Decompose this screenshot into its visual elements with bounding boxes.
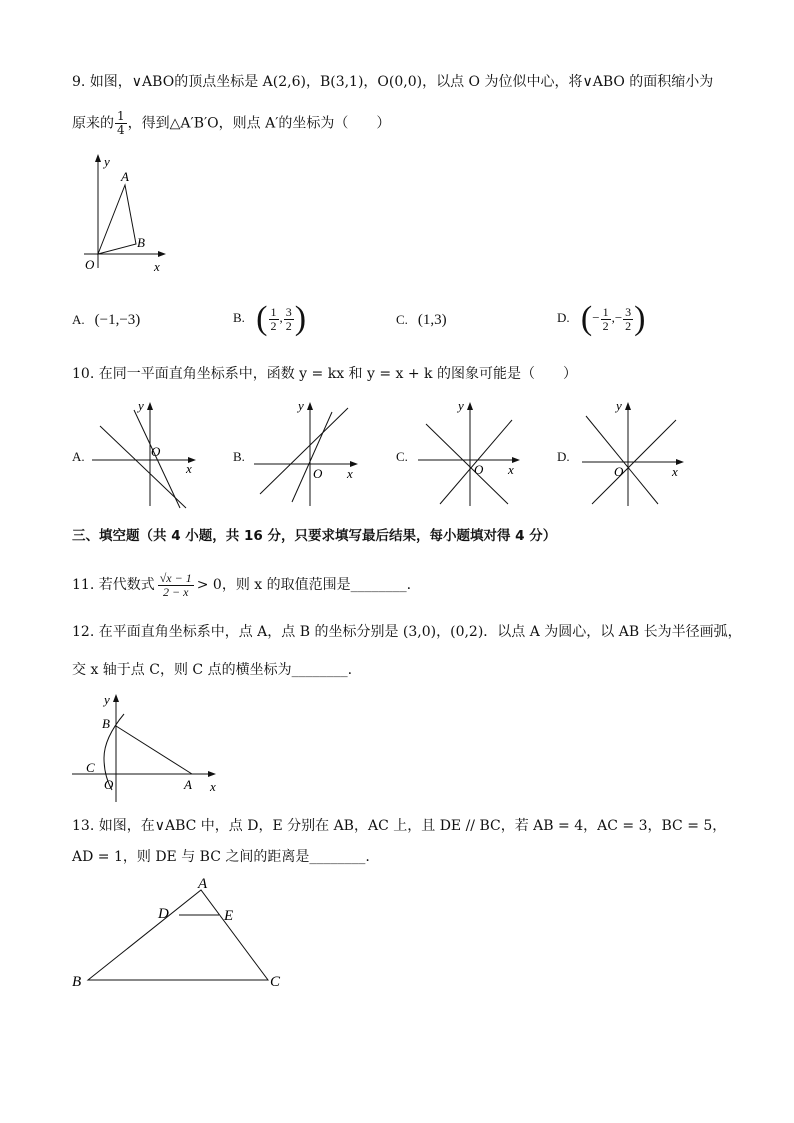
svg-text:y: y [138,398,144,413]
q9-line1: 9. 如图，∨ABO的顶点坐标是 A(2,6)，B(3,1)，O(0,0)，以点 O 为位似中心，将∨ABO 的面积缩小为 [72,74,714,90]
svg-text:x: x [508,462,514,477]
q9-fraction [115,110,127,137]
svg-text:O: O [614,464,624,479]
q13-triangle-abc [88,890,268,980]
q9-option-d-letter: D. [557,309,570,325]
q9-label-o: O [85,257,95,272]
q9-option-a[interactable] [72,312,140,329]
q9-text-a: 原来的 [72,115,114,132]
svg-text:x: x [186,461,192,476]
q11-frac-num: √x − 1 [159,570,192,585]
q12-label-b: B [102,716,110,731]
q12-label-o: O [104,777,114,792]
q11-frac-den: 2 − x [163,584,189,599]
q10-a-line1 [100,426,186,508]
q9-y-arrow [95,154,101,162]
svg-text:O: O [313,466,323,481]
q13-line2: AD = 1，则 DE 与 BC 之间的距离是________. [72,849,370,865]
q13-label-b: B [72,974,82,990]
q10-d-line1 [586,416,658,504]
q13-line1: 13. 如图，在∨ABC 中，点 D，E 分别在 AB，AC 上，且 DE // BC，若 AB = 4，AC = 3，BC = 5， [72,818,727,834]
q11-text-b: > 0，则 x 的取值范围是________. [196,577,412,593]
q10-a-line2 [134,410,180,508]
q9-option-c-value: (1,3) [417,312,447,328]
q10-option-b-letter[interactable]: B. [233,449,245,464]
q9-line2 [72,110,390,137]
q12-line2: 交 x 轴于点 C，则 C 点的横坐标为________. [72,662,353,678]
q9-option-c[interactable] [396,312,447,329]
section3-title: 三、填空题（共 4 小题，共 16 分，只要求填写最后结果，每小题填对得 4 分） [72,528,557,544]
q9-option-d-value: (− $\frac{1}{2}$ ,− $\frac{3}{2}$ ) [580,300,646,337]
q9-option-b-letter: B. [233,309,245,325]
q10-graph-a[interactable] [88,398,200,510]
svg-text:x: x [347,466,353,481]
q9-label-y: y [104,154,110,169]
svg-text:y: y [298,398,304,413]
q12-label-c: C [86,760,95,775]
q9-triangle-abo [98,185,136,254]
q9-option-c-letter: C. [396,312,408,327]
q13-label-a: A [198,876,208,892]
q9-label-a: A [121,169,129,184]
q10-question: 10. 在同一平面直角坐标系中，函数 y = kx 和 y = x + k 的图象可能是（ ） [72,366,577,382]
svg-text:O: O [151,444,161,459]
q9-label-x: x [154,259,160,274]
q10-graph-b[interactable] [250,398,362,510]
svg-text:x: x [672,464,678,479]
q11-fraction [158,572,194,599]
q11-question [72,568,411,602]
q12-line1: 12. 在平面直角坐标系中，点 A，点 B 的坐标分别是 (3,0)，(0,2)．以点 A 为圆心，以 AB 长为半径画弧， [72,624,742,640]
q9-option-a-value: (−1,−3) [94,312,141,328]
q9-label-b: B [137,235,145,250]
svg-text:y: y [458,398,464,413]
q10-option-c-letter[interactable]: C. [396,449,408,464]
svg-text:O: O [474,462,484,477]
q11-text-a: 11. 若代数式 [72,577,155,593]
q9-text-b: ，得到△A′B′O，则点 A′的坐标为（ ） [127,115,391,132]
q9-frac-num: 1 [117,109,125,123]
q9-figure [74,150,174,280]
q12-label-y: y [104,692,110,707]
q10-option-d-letter[interactable]: D. [557,449,570,464]
q10-b-line1 [260,408,348,494]
q9-option-d[interactable] [557,302,645,336]
q13-label-c: C [270,974,281,990]
q12-figure [68,688,228,808]
q10-c-line1 [426,424,508,504]
q9-x-arrow [158,251,166,257]
q10-graph-c[interactable] [414,398,526,510]
q9-option-a-letter: A. [72,312,85,327]
q10-graph-d[interactable] [578,398,690,510]
q9-frac-den: 4 [117,123,125,137]
q9-option-b[interactable] [233,302,306,336]
q12-segment-ab [116,726,192,774]
q9-option-b-value: ( $\frac{1}{2}$ , $\frac{3}{2}$ ) [256,300,307,337]
q12-label-x: x [210,779,216,794]
svg-text:y: y [616,398,622,413]
q12-label-a: A [184,777,192,792]
q13-figure [68,874,298,996]
q13-label-e: E [224,908,234,924]
q13-label-d: D [158,906,169,922]
q10-option-a-letter[interactable]: A. [72,449,85,464]
